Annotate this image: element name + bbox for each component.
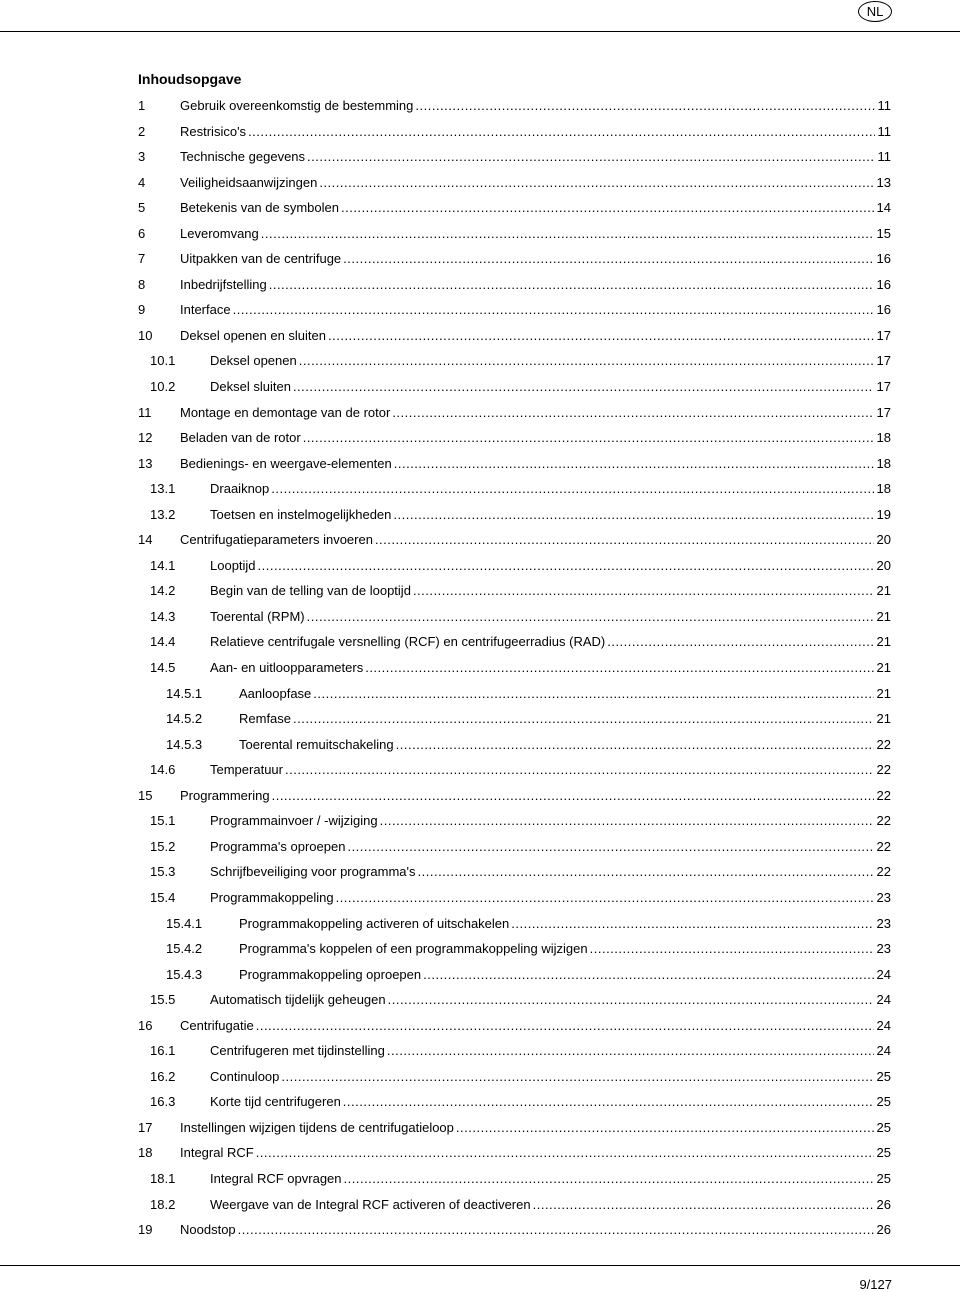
toc-entry-page: 21 (876, 711, 891, 727)
toc-entry[interactable] (138, 735, 891, 761)
toc-entry-number: 13.1 (150, 481, 176, 497)
toc-dot-leader (396, 735, 874, 755)
toc-entry-title: Veiligheidsaanwijzingen (180, 174, 318, 190)
toc-entry[interactable] (138, 632, 891, 658)
toc-entry-page: 20 (876, 532, 891, 548)
toc-entry[interactable] (138, 351, 891, 377)
toc-entry-page: 22 (876, 787, 891, 803)
toc-entry-number: 16.2 (150, 1068, 176, 1084)
footer-rule (0, 1265, 960, 1266)
toc-dot-leader (293, 709, 874, 729)
toc-entry[interactable] (138, 122, 891, 148)
toc-entry-number: 4 (138, 174, 146, 190)
toc-entry-page: 25 (876, 1068, 891, 1084)
toc-dot-leader (413, 581, 874, 601)
toc-entry-page: 21 (876, 685, 891, 701)
toc-entry[interactable] (138, 888, 891, 914)
toc-entry[interactable] (138, 1220, 891, 1246)
toc-entry-page: 16 (876, 302, 891, 318)
toc-entry-number: 14 (138, 532, 153, 548)
toc-entry-title: Deksel sluiten (210, 379, 291, 395)
toc-entry-title: Centrifugatieparameters invoeren (180, 532, 373, 548)
toc-dot-leader (344, 1169, 874, 1189)
toc-entry-number: 18.1 (150, 1170, 176, 1186)
toc-entry-title: Integral RCF (180, 1145, 254, 1161)
toc-entry-number: 14.5.3 (166, 736, 203, 752)
toc-entry[interactable] (138, 581, 891, 607)
toc-entry-number: 18 (138, 1145, 153, 1161)
toc-entry-title: Weergave van de Integral RCF activeren of deactiveren (210, 1196, 531, 1212)
toc-entry-number: 14.3 (150, 608, 176, 624)
toc-entry[interactable] (138, 658, 891, 684)
toc-entry[interactable] (138, 862, 891, 888)
toc-entry-title: Montage en demontage van de rotor (180, 404, 391, 420)
toc-entry[interactable] (138, 1169, 891, 1195)
toc-entry-page: 22 (876, 813, 891, 829)
toc-entry-title: Programma's koppelen of een programmakoppeling wijzigen (239, 941, 588, 957)
toc-entry[interactable] (138, 173, 891, 199)
toc-entry-title: Looptijd (210, 557, 256, 573)
toc-entry-number: 16.1 (150, 1043, 176, 1059)
toc-entry-title: Automatisch tijdelijk geheugen (210, 992, 386, 1008)
toc-entry-page: 21 (876, 608, 891, 624)
toc-dot-leader (303, 428, 874, 448)
toc-dot-leader (590, 939, 874, 959)
toc-entry-title: Interface (180, 302, 231, 318)
language-badge: NL (858, 1, 892, 22)
toc-entry[interactable] (138, 275, 891, 301)
toc-entry-page: 18 (876, 481, 891, 497)
toc-dot-leader (281, 1067, 873, 1087)
toc-entry-number: 10.1 (150, 353, 176, 369)
header-rule (0, 31, 960, 32)
toc-entry[interactable] (138, 249, 891, 275)
toc-entry-title: Aanloopfase (239, 685, 312, 701)
toc-entry-page: 15 (876, 225, 891, 241)
toc-entry[interactable] (138, 428, 891, 454)
toc-entry-title: Deksel openen (210, 353, 297, 369)
page-number: 9/127 (859, 1277, 892, 1292)
toc-entry-number: 7 (138, 251, 146, 267)
toc-dot-leader (328, 326, 874, 346)
toc-entry-page: 23 (876, 941, 891, 957)
toc-entry-page: 26 (876, 1222, 891, 1238)
toc-dot-leader (336, 888, 874, 908)
toc-entry-number: 18.2 (150, 1196, 176, 1212)
toc-entry-title: Centrifugatie (180, 1017, 254, 1033)
toc-dot-leader (380, 811, 874, 831)
toc-entry-number: 13.2 (150, 506, 176, 522)
toc-entry-title: Noodstop (180, 1222, 236, 1238)
toc-entry-title: Programmakoppeling activeren of uitschakelen (239, 915, 510, 931)
toc-entry-number: 15.5 (150, 992, 176, 1008)
toc-entry-title: Toetsen en instelmogelijkheden (210, 506, 392, 522)
toc-entry[interactable] (138, 403, 891, 429)
toc-dot-leader (271, 479, 873, 499)
toc-entry-number: 10.2 (150, 379, 176, 395)
toc-entry-page: 16 (876, 276, 891, 292)
toc-dot-leader (238, 1220, 874, 1240)
toc-entry-number: 16.3 (150, 1094, 176, 1110)
toc-entry-number: 14.2 (150, 583, 176, 599)
toc-entry-page: 13 (876, 174, 891, 190)
toc-entry-page: 22 (876, 838, 891, 854)
toc-dot-leader (299, 351, 874, 371)
toc-entry-page: 26 (876, 1196, 891, 1212)
toc-dot-leader (256, 1143, 874, 1163)
toc-entry[interactable] (138, 556, 891, 582)
toc-entry-page: 23 (876, 889, 891, 905)
toc-entry-title: Temperatuur (210, 762, 283, 778)
toc-entry-number: 5 (138, 200, 146, 216)
toc-dot-leader (248, 122, 874, 142)
toc-dot-leader (456, 1118, 874, 1138)
toc-dot-leader (307, 607, 874, 627)
toc-entry-number: 15.4.2 (166, 941, 203, 957)
toc-dot-leader (423, 965, 873, 985)
toc-entry-number: 14.5.2 (166, 711, 203, 727)
toc-dot-leader (533, 1195, 874, 1215)
toc-dot-leader (418, 862, 874, 882)
toc-entry-title: Restrisico's (180, 123, 247, 139)
toc-dot-leader (387, 1041, 874, 1061)
toc-entry-page: 24 (876, 992, 891, 1008)
toc-entry-page: 18 (876, 455, 891, 471)
toc-entry-number: 16 (138, 1017, 153, 1033)
toc-entry-page: 17 (876, 379, 891, 395)
toc-entry-page: 17 (876, 327, 891, 343)
toc-dot-leader (607, 632, 873, 652)
toc-entry-page: 16 (876, 251, 891, 267)
toc-entry[interactable] (138, 837, 891, 863)
toc-entry-number: 15.1 (150, 813, 176, 829)
toc-entry-page: 21 (876, 583, 891, 599)
toc-entry[interactable] (138, 198, 891, 224)
toc-dot-leader (393, 505, 873, 525)
toc-entry[interactable] (138, 224, 891, 250)
toc-entry-title: Betekenis van de symbolen (180, 200, 339, 216)
toc-entry-page: 14 (876, 200, 891, 216)
toc-entry-number: 14.5.1 (166, 685, 203, 701)
toc-dot-leader (269, 275, 874, 295)
toc-dot-leader (341, 198, 874, 218)
toc-entry-page: 25 (876, 1145, 891, 1161)
toc-entry-page: 22 (876, 762, 891, 778)
toc-entry-number: 14.1 (150, 557, 176, 573)
toc-entry-title: Beladen van de rotor (180, 430, 301, 446)
toc-entry-title: Deksel openen en sluiten (180, 327, 326, 343)
toc-entry[interactable] (138, 914, 891, 940)
toc-entry-page: 22 (876, 864, 891, 880)
toc-entry[interactable] (138, 530, 891, 556)
toc-entry[interactable] (138, 1041, 891, 1067)
toc-entry-number: 2 (138, 123, 146, 139)
toc-entry-page: 25 (876, 1094, 891, 1110)
toc-dot-leader (388, 990, 874, 1010)
toc-entry-title: Draaiknop (210, 481, 270, 497)
toc-entry-number: 15.4.3 (166, 966, 203, 982)
toc-entry[interactable] (138, 147, 891, 173)
toc-entry[interactable] (138, 326, 891, 352)
toc-entry-number: 13 (138, 455, 153, 471)
toc-entry-page: 25 (876, 1119, 891, 1135)
toc-entry-number: 1 (138, 98, 146, 113)
toc-entry-page: 23 (876, 915, 891, 931)
toc-entry-title: Continuloop (210, 1068, 280, 1084)
toc-entry-number: 15.4 (150, 889, 176, 905)
toc-entry[interactable] (138, 1118, 891, 1144)
toc-entry-title: Uitpakken van de centrifuge (180, 251, 342, 267)
toc-entry-title: Relatieve centrifugale versnelling (RCF) en centrifugeerradius (RAD) (210, 634, 606, 650)
toc-dot-leader (343, 249, 873, 269)
toc-entry-number: 17 (138, 1119, 153, 1135)
toc-entry[interactable] (138, 377, 891, 403)
toc-entry-title: Remfase (239, 711, 292, 727)
toc-dot-leader (319, 173, 873, 193)
toc-entry-title: Begin van de telling van de looptijd (210, 583, 411, 599)
toc-entry-title: Programmainvoer / -wijziging (210, 813, 378, 829)
toc-entry[interactable] (138, 1143, 891, 1169)
toc-dot-leader (272, 786, 874, 806)
toc-entry[interactable] (138, 479, 891, 505)
toc-entry-number: 10 (138, 327, 153, 343)
toc-entry-number: 11 (138, 404, 152, 420)
toc-dot-leader (392, 403, 873, 423)
toc-entry-number: 6 (138, 225, 146, 241)
toc-entry[interactable] (138, 1016, 891, 1042)
toc-entry-number: 15.2 (150, 838, 176, 854)
toc-entry-title: Inbedrijfstelling (180, 276, 267, 292)
toc-entry-number: 19 (138, 1222, 153, 1238)
toc-entry[interactable] (138, 684, 891, 710)
toc-entry-page: 21 (876, 660, 891, 676)
toc-entry-page: 19 (876, 506, 891, 522)
toc-dot-leader (256, 1016, 874, 1036)
toc-dot-leader (313, 684, 873, 704)
toc-entry-title: Centrifugeren met tijdinstelling (210, 1043, 385, 1059)
toc-entry-page: 24 (876, 1017, 891, 1033)
toc-dot-leader (511, 914, 873, 934)
toc-entry[interactable] (138, 454, 891, 480)
toc-entry-page: 20 (876, 557, 891, 573)
toc-entry[interactable] (138, 607, 891, 633)
toc-dot-leader (394, 454, 874, 474)
toc-entry-number: 14.4 (150, 634, 176, 650)
toc-dot-leader (285, 760, 874, 780)
toc-entry-number: 15.3 (150, 864, 176, 880)
toc-entry-number: 14.6 (150, 762, 176, 778)
toc-entry[interactable] (138, 786, 891, 812)
toc-entry[interactable] (138, 709, 891, 735)
toc-entry-number: 9 (138, 302, 146, 318)
toc-dot-leader (293, 377, 874, 397)
toc-entry[interactable] (138, 300, 891, 326)
toc-entry-page: 18 (876, 430, 891, 446)
toc-entry-title: Instellingen wijzigen tijdens de centrifugatieloop (180, 1119, 454, 1135)
toc-entry[interactable] (138, 811, 891, 837)
toc-entry-title: Toerental remuitschakeling (239, 736, 394, 752)
toc-dot-leader (347, 837, 873, 857)
toc-entry-page: 11 (877, 98, 891, 113)
toc-entry[interactable] (138, 760, 891, 786)
toc-entry-title: Programmakoppeling (210, 889, 334, 905)
toc-dot-leader (307, 147, 874, 167)
toc-entry-title: Integral RCF opvragen (210, 1170, 342, 1186)
toc-entry-number: 14.5 (150, 660, 176, 676)
toc-entry-title: Programma's oproepen (210, 838, 346, 854)
toc-entry[interactable] (138, 990, 891, 1016)
toc-entry-page: 17 (876, 353, 891, 369)
toc-entry-page: 21 (876, 634, 891, 650)
toc-entry-title: Leveromvang (180, 225, 259, 241)
toc-dot-leader (258, 556, 874, 576)
toc-entry-title: Gebruik overeenkomstig de bestemming (180, 98, 414, 113)
toc-entry[interactable] (138, 939, 891, 965)
toc-dot-leader (415, 96, 874, 116)
toc-list (138, 96, 891, 1246)
toc-entry-title: Toerental (RPM) (210, 608, 305, 624)
toc-entry[interactable] (138, 1195, 891, 1221)
toc-entry-page: 17 (876, 404, 891, 420)
toc-entry-page: 24 (876, 1043, 891, 1059)
toc-entry-number: 12 (138, 430, 153, 446)
toc-entry-title: Technische gegevens (180, 149, 306, 165)
toc-entry-page: 11 (877, 123, 891, 139)
toc-title: Inhoudsopgave (138, 71, 242, 87)
toc-entry-title: Schrijfbeveiliging voor programma's (210, 864, 416, 880)
toc-entry-number: 3 (138, 149, 146, 165)
toc-entry[interactable] (138, 1092, 891, 1118)
toc-dot-leader (261, 224, 874, 244)
toc-dot-leader (365, 658, 873, 678)
toc-entry[interactable] (138, 505, 891, 531)
toc-entry-page: 25 (876, 1170, 891, 1186)
toc-entry[interactable] (138, 965, 891, 991)
toc-entry[interactable] (138, 96, 891, 122)
toc-dot-leader (375, 530, 874, 550)
toc-entry-title: Bedienings- en weergave-elementen (180, 455, 392, 471)
toc-entry-title: Programmering (180, 787, 270, 803)
toc-dot-leader (233, 300, 874, 320)
toc-entry[interactable] (138, 1067, 891, 1093)
toc-entry-page: 24 (876, 966, 891, 982)
toc-entry-title: Programmakoppeling oproepen (239, 966, 422, 982)
toc-entry-page: 11 (877, 149, 891, 165)
toc-entry-title: Aan- en uitloopparameters (210, 660, 364, 676)
toc-entry-number: 8 (138, 276, 146, 292)
toc-dot-leader (343, 1092, 874, 1112)
toc-entry-page: 22 (876, 736, 891, 752)
toc-entry-number: 15.4.1 (166, 915, 203, 931)
toc-entry-number: 15 (138, 787, 153, 803)
toc-entry-title: Korte tijd centrifugeren (210, 1094, 341, 1110)
